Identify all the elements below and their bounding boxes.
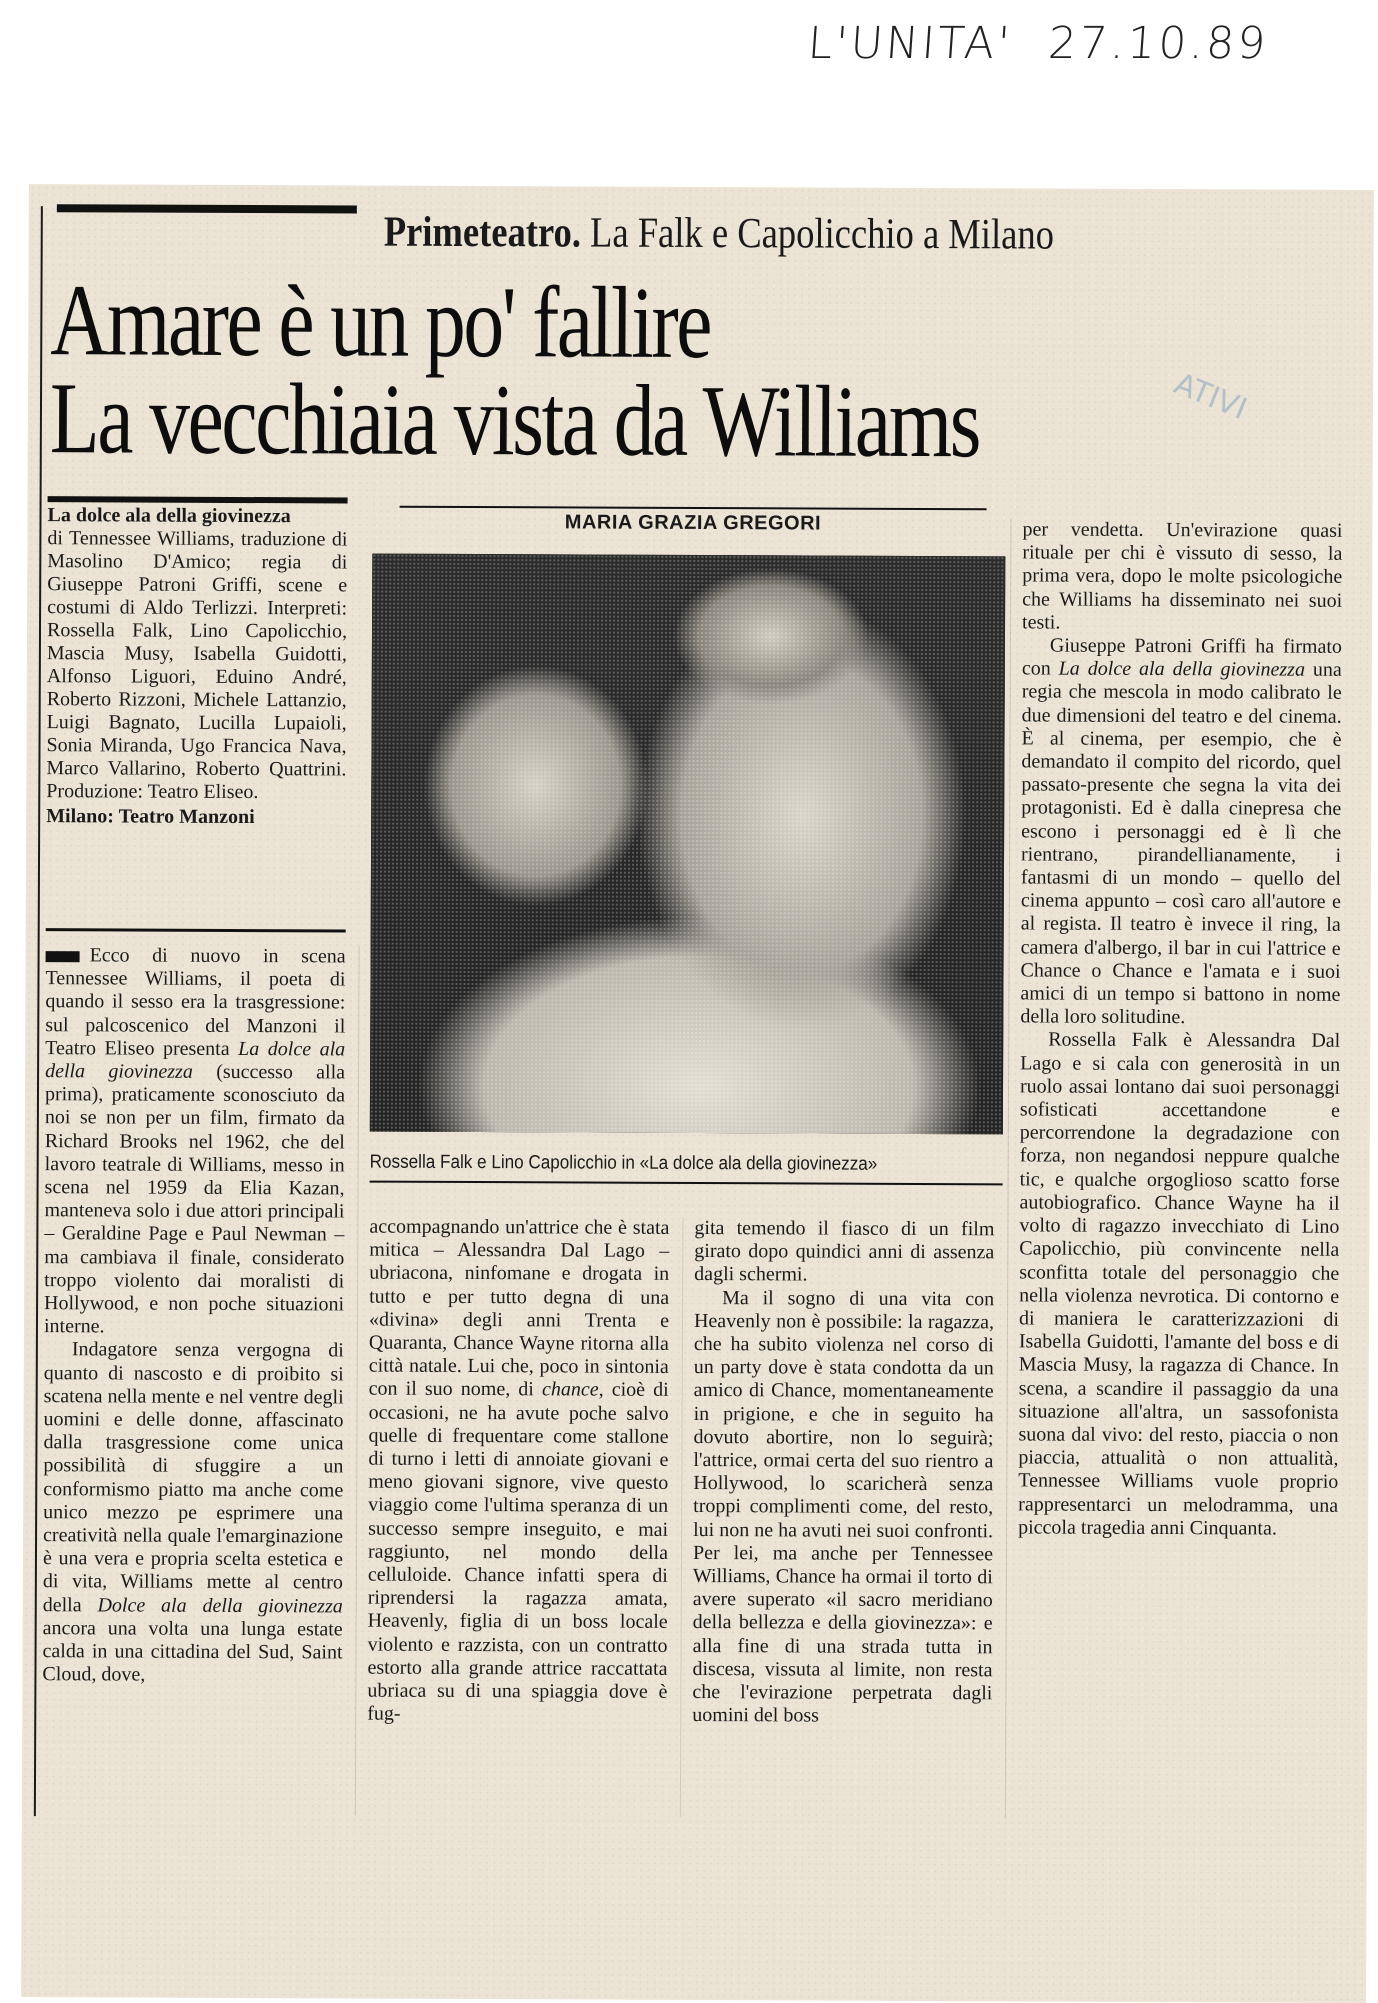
byline-rule: [400, 506, 987, 511]
paragraph: per vendetta. Un'evirazione quasi rituale per chi è vissuto di sesso, la prima vera, dopo le molte psicologiche che Williams ha disseminato nei suoi testi.: [1022, 518, 1343, 634]
handwritten-source: L'UNITA': [806, 18, 1015, 69]
kicker: [384, 208, 1054, 260]
body-column-4: [1018, 518, 1342, 1540]
play-title: Dolce ala della giovinezza: [97, 1594, 343, 1618]
byline: MARIA GRAZIA GREGORI: [564, 511, 822, 535]
handwritten-date: 27.10.89: [1046, 18, 1271, 69]
paragraph: Giuseppe Patroni Griffi ha firmato con La dolce ala della giovinezza una regia che mescola in modo calibrato le due dimensioni del teatro e del cinema. È al cinema, per esempio, che è demandato il compito del ricordo, quel passato-presente che segna la vita dei protagonisti. Ed è dalla cinepresa che escono i personaggi ed è lì che rientrano, pirandellianamente, i fantasmi di un mondo – quello del cinema appunto – così caro all'autore e al regista. Il teatro è invece il ring, la camera d'albergo, il bar in cui l'attrice e Chance o Chance e l'amata e i suoi amici di un tempo si battono in nome della loro solitudine.: [1020, 634, 1343, 1029]
pencil-mark: ATIVI: [1169, 366, 1252, 428]
paragraph: Ecco di nuovo in scena Tennessee Williams, il poeta di quando il sesso era la trasgressione: sul palcoscenico del Manzoni il Teatro Eliseo presenta La dolce ala della giovinezza (successo alla prima), praticamente sconosciuto da noi se non per un film, firmato da Richard Brooks nel 1962, che del lavoro teatrale di Williams, messo in scena nel 1959 da Elia Kazan, manteneva solo i due attori principali – Geraldine Page e Paul Newman – ma cambiava il finale, considerato troppo violento dai moralisti di Hollywood, e non poche situazioni interne.: [43, 944, 346, 1338]
body-column-3: [692, 1217, 994, 1729]
body-column-1: [42, 944, 345, 1688]
newspaper-clipping: [21, 184, 1374, 2003]
kicker-rule: [57, 204, 357, 213]
handwritten-annotation: [806, 18, 1270, 69]
infobox-title: La dolce ala della giovinezza: [47, 504, 291, 528]
paragraph: accompagnando un'attrice che è stata mitica – Alessandra Dal Lago – ubriacona, ninfomane e drogata in tutto e per tutto degna di una «divina» degli anni Trenta e Quaranta, Chance Wayne ritorna alla città natale. Lui che, poco in sintonia con il suo nome, di chance, cioè di occasioni, ne ha avute poche salvo quelle di frequentare come stallone di turno i letti di annoiate giovani e meno giovani signore, vive questo viaggio come l'ultima speranza di un successo sempre inseguito, e mai raggiunto, nel mondo della celluloide. Chance infatti spera di riprendersi la ragazza amata, Heavenly, figlia di un boss locale violento e razzista, con un contratto estorto alla grande attrice raccattata ubriaca su di una spiaggia dove è fug-: [367, 1215, 670, 1725]
headline: [49, 264, 980, 480]
paragraph: Ma il sogno di una vita con Heavenly non è possibile: la ragazza, che ha subito violenza nel corso di un party dove è stata condotta da un amico di Chance, momentaneamente in prigione, e che in seguito ha dovuto abortire, non lo seguirà; l'attrice, ormai certa del suo rientro a Hollywood, lo scaricherà senza troppi complimenti come, del resto, lui non ne ha avuti nei suoi confronti. Per lei, ma anche per Tennessee Williams, Chance ha ormai il torto di avere superato «il sacro meridiano della bellezza e della giovinezza»: e alla fine di una strada tutta in discesa, vissuta al limite, non resta che l'evirazione perpetrata dagli uomini del boss: [692, 1286, 995, 1727]
play-title: La dolce ala della giovinezza: [1058, 657, 1306, 681]
column-divider: [355, 946, 360, 1816]
italic-word: chance: [541, 1378, 599, 1401]
infobox-venue: Milano: Teatro Manzoni: [46, 805, 255, 829]
paragraph: Indagatore senza vergogna di quanto di nascosto e di proibito si scatena nella mente e nel ventre degli uomini e delle donne, affascinato dalla trasgressione come unica possibilità di sfuggire a un conformismo piatto ma anche come unico mezzo pe esprimere una creatività nella quale l'emarginazione è una vera e propria scelta estetica e di vita, Williams mette al centro della Dolce ala della giovinezza ancora una volta una lunga estate calda in una cittadina del Sud, Saint Cloud, dove,: [42, 1338, 344, 1686]
body-column-2: [367, 1216, 669, 1728]
lead-marker-icon: [46, 951, 80, 962]
infobox-credits: di Tennessee Williams, traduzione di Masolino D'Amico; regia di Giuseppe Patroni Griffi, scene e costumi di Aldo Terlizzi. Interpreti: Rossella Falk, Lino Capolicchio, Mascia Musy, Isabella Guidotti, Alfonso Liguori, Eduino André, Roberto Rizzoni, Michele Lattanzio, Luigi Bagnato, Lucilla Lupaioli, Sonia Miranda, Ugo Francica Nava, Marco Vallarino, Roberto Quattrini. Produzione: Teatro Eliseo.: [46, 527, 348, 804]
production-infobox: [46, 504, 347, 829]
paragraph: Rossella Falk è Alessandra Dal Lago e si cala con generosità in un ruolo assai lontano dai suoi personaggi sofisticati accettandone e percorrendone la degradazione con forza, non negandosi neppure qualche tic, e qualche orgoglioso scatto forse autobiografico. Chance Wayne ha il volto di ragazzo invecchiato di Lino Capolicchio, più convincente nella sconfitta totale del personaggio che nella violenza nevrotica. Di contorno e di maniera le caratterizzazioni di Isabella Guidotti, l'amante del boss e di Mascia Musy, la ragazza di Chance. In scena, a scandire il passaggio da una situazione all'altra, un sassofonista suona dal vivo: del resto, piaccia o non piaccia, attualità o non attualità, Tennessee Williams vuole proprio rappresentarci un melodramma, una piccola tragedia anni Cinquanta.: [1018, 1028, 1341, 1540]
paragraph: gita temendo il fiasco di un film girato dopo quindici anni di assenza dagli schermi.: [694, 1216, 995, 1286]
kicker-text: La Falk e Capolicchio a Milano: [589, 209, 1055, 259]
kicker-section: Primeteatro.: [383, 208, 582, 257]
stage-photo: [370, 554, 1006, 1135]
headline-line-1: Amare è un po' fallire: [50, 264, 711, 381]
infobox-top-rule: [48, 496, 348, 503]
infobox-bottom-rule: [46, 928, 346, 932]
left-border-rule: [34, 206, 43, 1816]
caption-rule: [370, 1181, 1003, 1186]
column-divider: [1005, 518, 1012, 1818]
photo-caption: Rossella Falk e Lino Capolicchio in «La dolce ala della giovinezza»: [369, 1151, 878, 1175]
headline-line-2: La vecchiaia vista da Williams: [49, 362, 980, 480]
play-title: La dolce ala della giovinezza: [45, 1037, 346, 1083]
column-divider: [680, 1217, 684, 1817]
